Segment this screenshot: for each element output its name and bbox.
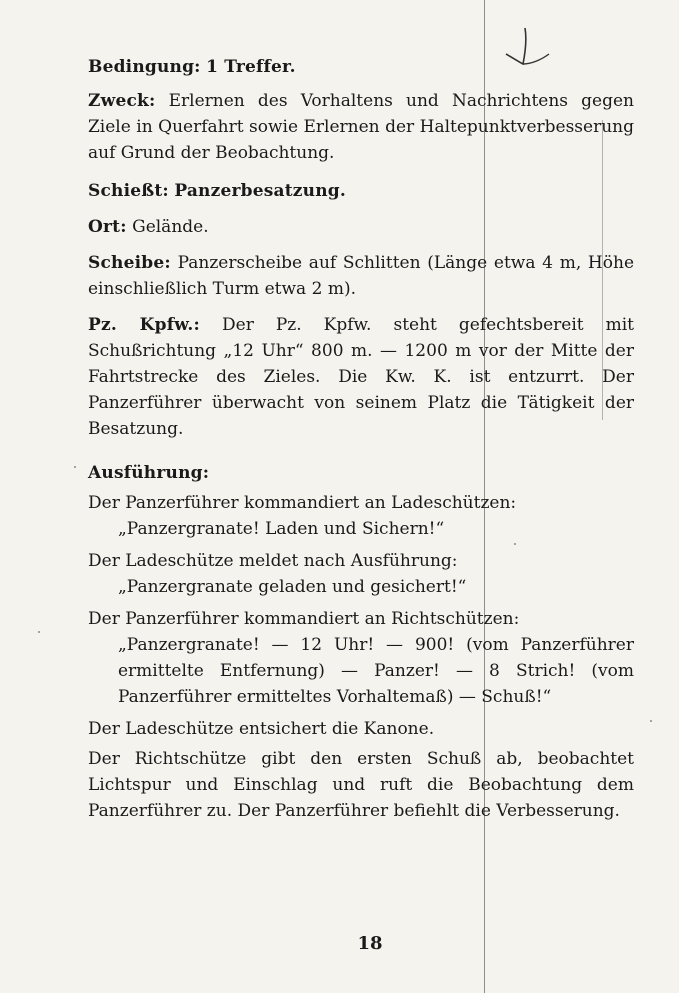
scheibe-text: Panzerscheibe auf Schlitten (Länge etwa 4 m, Höhe einschließlich Turm etwa 2 m). xyxy=(88,253,635,299)
print-speck xyxy=(38,631,40,633)
ausfuehrung-p4: Der Ladeschütze entsichert die Kanone. xyxy=(88,719,435,739)
print-speck xyxy=(650,720,652,722)
bedingung-text: 1 Treffer. xyxy=(206,57,296,77)
print-speck xyxy=(74,466,76,468)
ort-section xyxy=(88,214,634,240)
ausfuehrung-p5: Der Richtschütze gibt den ersten Schuß ab, beobachtet Lichtspur und Einschlag und ruft die Beobachtung dem Panzerführer zu. Der Panzerführer befiehlt die Verbesserung. xyxy=(88,749,634,821)
ausfuehrung-p1: Der Panzerführer kommandiert an Ladeschützen: xyxy=(88,493,517,513)
ausfuehrung-p2-quote: „Panzergranate geladen und gesichert!“ xyxy=(118,577,467,597)
schiesst-section xyxy=(88,178,634,204)
zweck-label: Zweck: xyxy=(88,91,156,111)
scheibe-label: Scheibe: xyxy=(88,253,171,273)
ausfuehrung-section xyxy=(88,460,634,824)
pzkpfw-label: Pz. Kpfw.: xyxy=(88,315,200,335)
ausfuehrung-p3: Der Panzerführer kommandiert an Richtschützen: xyxy=(88,609,520,629)
bedingung-label: Bedingung: xyxy=(88,57,201,77)
zweck-section xyxy=(88,88,634,166)
page-number: 18 xyxy=(357,933,383,954)
scheibe-section xyxy=(88,250,634,302)
pzkpfw-text: Der Pz. Kpfw. steht gefechtsbereit mit Schußrichtung „12 Uhr“ 800 m. — 1200 m vor der Mitte der Fahrtstrecke des Zieles. Die Kw. K. ist entzurrt. Der Panzerführer überwacht von seinem Platz die Tätigkeit der Besatzung. xyxy=(88,315,634,439)
bedingung-section xyxy=(88,54,634,80)
ausfuehrung-p3-quote: „Panzergranate! — 12 Uhr! — 900! (vom Panzerführer ermittelte Entfernung) — Panzer! — 8 Strich! (vom Panzerführer ermitteltes Vorhaltemaß) — Schuß!“ xyxy=(118,635,634,707)
ort-label: Ort: xyxy=(88,217,127,237)
ausfuehrung-heading: Ausführung: xyxy=(88,463,210,483)
pzkpfw-section xyxy=(88,312,634,442)
schiesst-label: Schießt: xyxy=(88,181,169,201)
ausfuehrung-p2: Der Ladeschütze meldet nach Ausführung: xyxy=(88,551,458,571)
print-speck xyxy=(514,543,516,545)
ausfuehrung-p1-quote: „Panzergranate! Laden und Sichern!“ xyxy=(118,519,445,539)
ort-text: Gelände. xyxy=(132,217,209,237)
zweck-text: Erlernen des Vorhaltens und Nachrichtens gegen Ziele in Querfahrt sowie Erlernen der Haltepunktverbesserung auf Grund der Beobachtung. xyxy=(88,91,634,163)
schiesst-text: Panzerbesatzung. xyxy=(174,181,346,201)
